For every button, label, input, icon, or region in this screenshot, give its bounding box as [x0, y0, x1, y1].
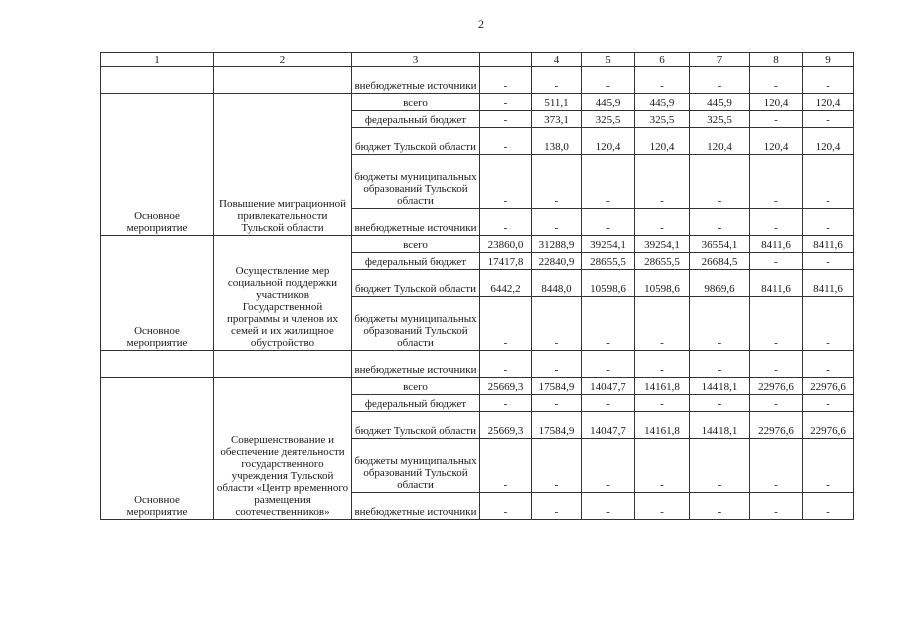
value-cell-3: - [582, 155, 635, 209]
source-cell: бюджет Тульской области [352, 128, 480, 155]
value-cell-6: - [750, 351, 803, 378]
source-cell: федеральный бюджет [352, 111, 480, 128]
value-cell-6: 8411,6 [750, 236, 803, 253]
value-cell-6: 120,4 [750, 94, 803, 111]
budget-table-body [101, 53, 854, 520]
value-cell-6: - [750, 439, 803, 493]
source-cell: бюджеты муниципальных образований Тульской области [352, 155, 480, 209]
value-cell-4: 28655,5 [635, 253, 690, 270]
source-cell: внебюджетные источники [352, 209, 480, 236]
activity-type-cell: Основное мероприятие [101, 236, 214, 351]
value-cell-7: - [803, 297, 854, 351]
value-cell-3: - [582, 351, 635, 378]
source-cell: внебюджетные источники [352, 493, 480, 520]
header-cell-1: 1 [101, 53, 214, 67]
table-row [101, 351, 854, 378]
value-cell-3: 10598,6 [582, 270, 635, 297]
header-cell-7: 6 [635, 53, 690, 67]
value-cell-7: 120,4 [803, 128, 854, 155]
source-cell: бюджет Тульской области [352, 270, 480, 297]
value-cell-4: 14161,8 [635, 412, 690, 439]
source-cell: бюджет Тульской области [352, 412, 480, 439]
value-cell-7: - [803, 67, 854, 94]
value-cell-6: 120,4 [750, 128, 803, 155]
value-cell-2: - [532, 439, 582, 493]
value-cell-1: - [480, 493, 532, 520]
value-cell-6: 22976,6 [750, 378, 803, 395]
value-cell-2: - [532, 493, 582, 520]
value-cell-1: 17417,8 [480, 253, 532, 270]
value-cell-5: - [690, 209, 750, 236]
value-cell-5: 445,9 [690, 94, 750, 111]
value-cell-4: 445,9 [635, 94, 690, 111]
value-cell-3: - [582, 209, 635, 236]
value-cell-4: 120,4 [635, 128, 690, 155]
value-cell-7: 120,4 [803, 94, 854, 111]
activity-title-cell: Повышение миграционной привлекательности Тульской области [214, 94, 352, 236]
value-cell-7: - [803, 395, 854, 412]
value-cell-6: - [750, 395, 803, 412]
empty-type-cell [101, 67, 214, 94]
value-cell-6: - [750, 67, 803, 94]
header-cell-4 [480, 53, 532, 67]
value-cell-7: - [803, 351, 854, 378]
value-cell-3: 325,5 [582, 111, 635, 128]
value-cell-3: - [582, 493, 635, 520]
value-cell-2: 511,1 [532, 94, 582, 111]
value-cell-6: - [750, 209, 803, 236]
header-cell-5: 4 [532, 53, 582, 67]
value-cell-7: 22976,6 [803, 412, 854, 439]
value-cell-5: 26684,5 [690, 253, 750, 270]
value-cell-2: - [532, 209, 582, 236]
value-cell-3: 14047,7 [582, 412, 635, 439]
value-cell-6: 8411,6 [750, 270, 803, 297]
value-cell-5: - [690, 493, 750, 520]
table-row [101, 236, 854, 253]
value-cell-2: 138,0 [532, 128, 582, 155]
value-cell-5: 325,5 [690, 111, 750, 128]
source-cell: бюджеты муниципальных образований Тульской области [352, 297, 480, 351]
value-cell-4: - [635, 209, 690, 236]
value-cell-1: 23860,0 [480, 236, 532, 253]
value-cell-5: 120,4 [690, 128, 750, 155]
value-cell-2: 17584,9 [532, 378, 582, 395]
value-cell-6: - [750, 253, 803, 270]
source-cell: всего [352, 378, 480, 395]
value-cell-7: 8411,6 [803, 270, 854, 297]
value-cell-7: - [803, 111, 854, 128]
value-cell-2: 22840,9 [532, 253, 582, 270]
source-cell: внебюджетные источники [352, 351, 480, 378]
value-cell-2: 31288,9 [532, 236, 582, 253]
value-cell-2: - [532, 67, 582, 94]
source-cell: бюджеты муниципальных образований Тульской области [352, 439, 480, 493]
empty-title-cell [214, 351, 352, 378]
value-cell-4: - [635, 155, 690, 209]
value-cell-2: - [532, 155, 582, 209]
header-cell-3: 3 [352, 53, 480, 67]
value-cell-4: 14161,8 [635, 378, 690, 395]
value-cell-1: 25669,3 [480, 412, 532, 439]
header-cell-2: 2 [214, 53, 352, 67]
value-cell-3: - [582, 395, 635, 412]
value-cell-1: - [480, 395, 532, 412]
value-cell-3: - [582, 67, 635, 94]
empty-type-cell [101, 351, 214, 378]
value-cell-6: - [750, 297, 803, 351]
table-row [101, 94, 854, 111]
value-cell-7: - [803, 253, 854, 270]
value-cell-4: - [635, 67, 690, 94]
value-cell-4: 325,5 [635, 111, 690, 128]
value-cell-3: 445,9 [582, 94, 635, 111]
value-cell-7: - [803, 155, 854, 209]
activity-type-cell: Основное мероприятие [101, 94, 214, 236]
value-cell-1: - [480, 439, 532, 493]
value-cell-5: 9869,6 [690, 270, 750, 297]
value-cell-6: - [750, 155, 803, 209]
value-cell-4: - [635, 439, 690, 493]
activity-title-cell: Осуществление мер социальной поддержки участников Государственной программы и членов их семей и их жилищное обустройство [214, 236, 352, 351]
value-cell-3: 120,4 [582, 128, 635, 155]
source-cell: всего [352, 236, 480, 253]
value-cell-1: - [480, 67, 532, 94]
source-cell: внебюджетные источники [352, 67, 480, 94]
value-cell-1: - [480, 351, 532, 378]
value-cell-7: - [803, 493, 854, 520]
header-cell-6: 5 [582, 53, 635, 67]
value-cell-2: 373,1 [532, 111, 582, 128]
header-cell-8: 7 [690, 53, 750, 67]
header-cell-9: 8 [750, 53, 803, 67]
value-cell-5: 36554,1 [690, 236, 750, 253]
value-cell-4: 10598,6 [635, 270, 690, 297]
budget-table [100, 52, 854, 520]
value-cell-7: 8411,6 [803, 236, 854, 253]
value-cell-5: - [690, 67, 750, 94]
activity-type-cell: Основное мероприятие [101, 378, 214, 520]
value-cell-7: - [803, 439, 854, 493]
value-cell-7: - [803, 209, 854, 236]
value-cell-5: 14418,1 [690, 412, 750, 439]
value-cell-6: 22976,6 [750, 412, 803, 439]
value-cell-1: - [480, 209, 532, 236]
value-cell-2: 17584,9 [532, 412, 582, 439]
empty-title-cell [214, 67, 352, 94]
value-cell-5: - [690, 439, 750, 493]
value-cell-1: 6442,2 [480, 270, 532, 297]
value-cell-1: - [480, 128, 532, 155]
table-row [101, 378, 854, 395]
value-cell-3: - [582, 439, 635, 493]
value-cell-1: - [480, 94, 532, 111]
value-cell-4: - [635, 493, 690, 520]
table-row [101, 67, 854, 94]
source-cell: федеральный бюджет [352, 395, 480, 412]
value-cell-5: - [690, 297, 750, 351]
source-cell: всего [352, 94, 480, 111]
value-cell-3: 28655,5 [582, 253, 635, 270]
value-cell-5: 14418,1 [690, 378, 750, 395]
value-cell-5: - [690, 395, 750, 412]
value-cell-4: - [635, 395, 690, 412]
value-cell-7: 22976,6 [803, 378, 854, 395]
value-cell-2: - [532, 351, 582, 378]
header-cell-10: 9 [803, 53, 854, 67]
source-cell: федеральный бюджет [352, 253, 480, 270]
value-cell-4: - [635, 351, 690, 378]
value-cell-1: - [480, 111, 532, 128]
value-cell-6: - [750, 111, 803, 128]
value-cell-5: - [690, 351, 750, 378]
value-cell-3: 39254,1 [582, 236, 635, 253]
value-cell-6: - [750, 493, 803, 520]
value-cell-4: - [635, 297, 690, 351]
activity-title-cell: Совершенствование и обеспечение деятельности государственного учреждения Тульской области «Центр временного размещения соотечественников» [214, 378, 352, 520]
header-row [101, 53, 854, 67]
value-cell-1: - [480, 297, 532, 351]
value-cell-4: 39254,1 [635, 236, 690, 253]
value-cell-1: - [480, 155, 532, 209]
value-cell-3: 14047,7 [582, 378, 635, 395]
value-cell-2: - [532, 297, 582, 351]
value-cell-5: - [690, 155, 750, 209]
page-number: 2 [478, 17, 484, 31]
value-cell-1: 25669,3 [480, 378, 532, 395]
value-cell-3: - [582, 297, 635, 351]
value-cell-2: - [532, 395, 582, 412]
value-cell-2: 8448,0 [532, 270, 582, 297]
